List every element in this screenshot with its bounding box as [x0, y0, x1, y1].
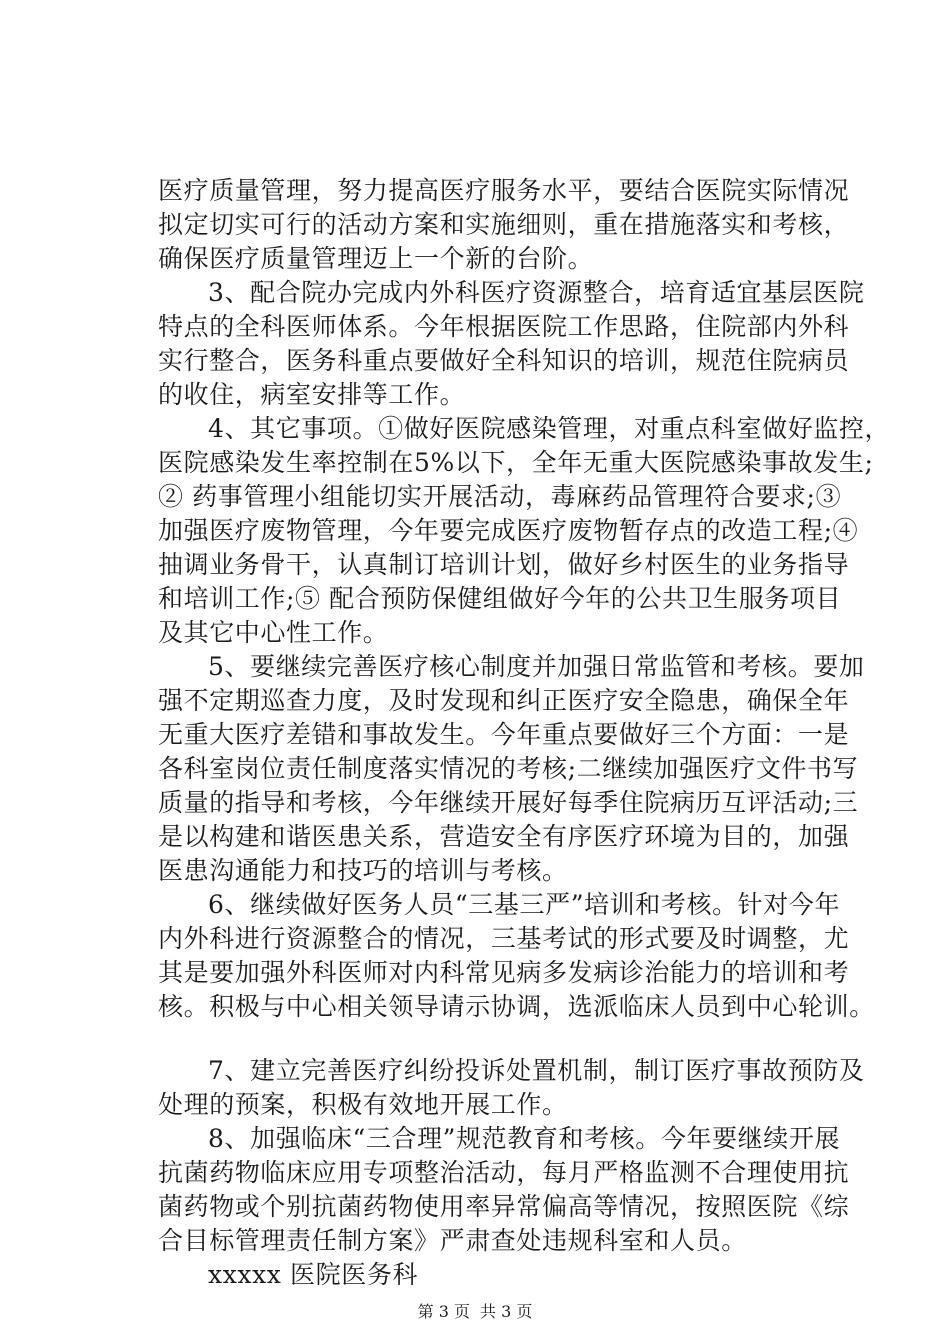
blank-line	[158, 1024, 858, 1054]
text-line: 和培训工作;⑤ 配合预防保健组做好今年的公共卫生服务项目	[158, 584, 842, 613]
text-line: 及其它中心性工作。	[158, 618, 389, 647]
text-line: 合目标管理责任制方案》严肃查处违规科室和人员。	[158, 1226, 747, 1255]
text-line: 无重大医疗差错和事故发生。今年重点要做好三个方面：一是	[158, 720, 850, 749]
text-line: 加强医疗废物管理，今年要完成医疗废物暂存点的改造工程;④	[158, 516, 859, 545]
text-line: 医疗质量管理，努力提高医疗服务水平，要结合医院实际情况	[158, 176, 850, 205]
text-line: 特点的全科医师体系。今年根据医院工作思路，住院部内外科	[158, 312, 850, 341]
text-line: 抗菌药物临床应用专项整治活动，每月严格监测不合理使用抗	[158, 1158, 850, 1187]
text-line: 内外科进行资源整合的情况，三基考试的形式要及时调整，尤	[158, 924, 850, 953]
text-line: 质量的指导和考核，今年继续开展好每季住院病历互评活动;三	[158, 788, 859, 817]
page-total: 共 3 页	[480, 1302, 533, 1321]
paragraph-item-6: 6、继续做好医务人员“三基三严”培训和考核。针对今年	[208, 890, 841, 919]
text-line: ② 药事管理小组能切实开展活动，毒麻药品管理符合要求;③	[158, 482, 842, 511]
text-line: 强不定期巡查力度，及时发现和纠正医疗安全隐患，确保全年	[158, 686, 850, 715]
text-line: 菌药物或个别抗菌药物使用率异常偏高等情况，按照医院《综	[158, 1192, 850, 1221]
text-line: 确保医疗质量管理迈上一个新的台阶。	[158, 244, 594, 273]
paragraph-item-5: 5、要继续完善医疗核心制度并加强日常监管和考核。要加	[208, 652, 865, 681]
text-line: 处理的预案，积极有效地开展工作。	[158, 1090, 568, 1119]
page-footer	[0, 1302, 950, 1322]
text-line: 医患沟通能力和技巧的培训与考核。	[158, 856, 568, 885]
text-line: 其是要加强外科医师对内科常见病多发病诊治能力的培训和考	[158, 958, 850, 987]
paragraph-item-3: 3、配合院办完成内外科医疗资源整合，培育适宜基层医院	[208, 278, 865, 307]
text-line: 拟定切实可行的活动方案和实施细则，重在措施落实和考核，	[158, 210, 850, 239]
text-line: 核。积极与中心相关领导请示协调，选派临床人员到中心轮训。	[158, 992, 875, 1021]
page-number: 第 3 页	[417, 1302, 470, 1321]
document-body	[158, 174, 891, 1292]
text-line: 的收住，病室安排等工作。	[158, 380, 466, 409]
paragraph-item-8: 8、加强临床“三合理”规范教育和考核。今年要继续开展	[208, 1124, 841, 1153]
text-line: 各科室岗位责任制度落实情况的考核;二继续加强医疗文件书写	[158, 754, 859, 783]
paragraph-item-7: 7、建立完善医疗纠纷投诉处置机制，制订医疗事故预防及	[208, 1056, 865, 1085]
text-line: 是以构建和谐医患关系，营造安全有序医疗环境为目的，加强	[158, 822, 850, 851]
text-line: 抽调业务骨干，认真制订培训计划，做好乡村医生的业务指导	[158, 550, 850, 579]
signature-department: xxxxx 医院医务科	[208, 1260, 419, 1289]
text-line: 医院感染发生率控制在5%以下，全年无重大医院感染事故发生;	[158, 448, 874, 477]
paragraph-item-4: 4、其它事项。①做好医院感染管理，对重点科室做好监控，	[208, 414, 891, 443]
text-line: 实行整合，医务科重点要做好全科知识的培训，规范住院病员	[158, 346, 850, 375]
